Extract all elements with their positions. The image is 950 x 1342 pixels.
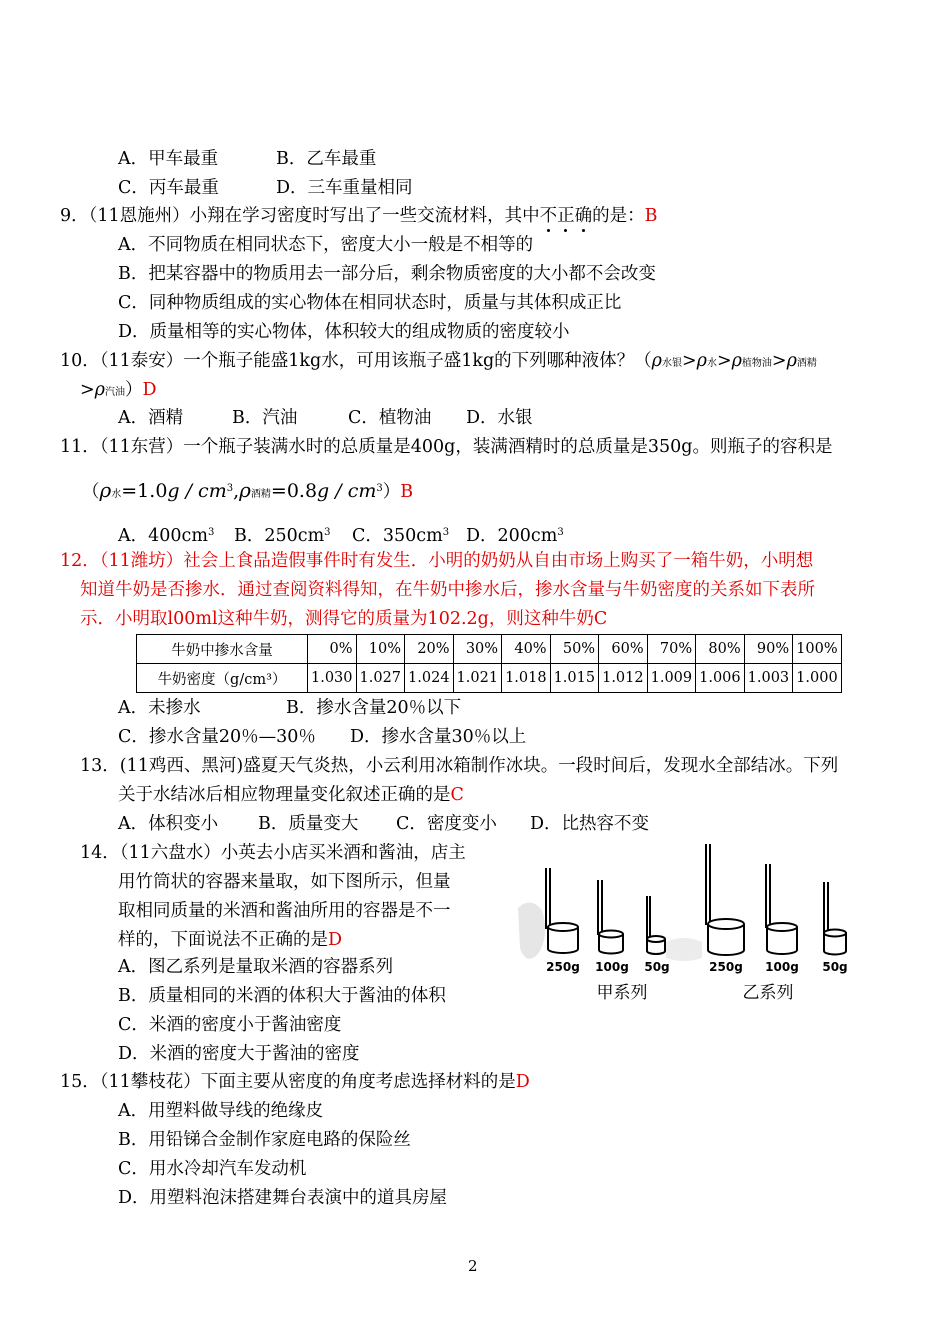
q11-formula	[82, 478, 413, 506]
jia-label-250g: 250g	[546, 960, 580, 974]
background-smudge	[518, 902, 545, 958]
yi-container-250g	[706, 844, 744, 955]
q12-option-d: D．掺水含量30％以上	[350, 727, 527, 747]
subscript-mercury: 水银	[661, 358, 682, 369]
q13-stem-line2	[118, 784, 464, 806]
table-cell: 1.030	[308, 664, 357, 693]
rho-symbol: ρ	[239, 478, 251, 502]
q12-answer: C	[593, 609, 608, 629]
rho-symbol: ρ	[731, 351, 742, 371]
table-cell: 60%	[599, 635, 648, 664]
table-cell: 1.027	[356, 664, 405, 693]
q14-stem-text: 样的，下面说法不正确的是	[118, 930, 328, 950]
q9-stem	[60, 205, 658, 227]
q9-emphasis-char: 确	[574, 206, 593, 226]
q9-option-b: B．把某容器中的物质用去一部分后，剩余物质密度的大小都不会改变	[118, 264, 656, 284]
q11-option-a	[118, 522, 214, 547]
rho-symbol: ρ	[786, 351, 797, 371]
q8-option-a: A．甲车最重	[118, 149, 219, 169]
jia-container-250g	[546, 868, 578, 953]
q13-option-d: D．比热容不变	[530, 814, 650, 834]
jia-container-100g	[598, 880, 623, 954]
q12-stem-line3	[80, 608, 607, 630]
table-cell: 30%	[453, 635, 502, 664]
q10-option-a: A．酒精	[118, 408, 184, 428]
yi-series-title: 乙系列	[742, 983, 794, 1003]
q13-option-c: C．密度变小	[396, 814, 497, 834]
table-cell: 1.024	[405, 664, 454, 693]
milk-density-table	[136, 634, 842, 693]
q9-emphasis-char: 不	[539, 206, 558, 226]
q14-stem-line1: 14．（11六盘水）小英去小店买米酒和酱油，店主	[80, 843, 466, 863]
subscript-alcohol: 酒精	[250, 489, 271, 500]
exponent: 3	[376, 483, 383, 494]
q15-stem-text: 15．（11攀枝花）下面主要从密度的角度考虑选择材料的是	[60, 1072, 516, 1092]
q11-option-c-text: C．350cm	[352, 526, 443, 546]
exponent: 3	[557, 527, 564, 538]
jia-series-title: 甲系列	[596, 983, 648, 1003]
q13-stem-text: 关于水结冰后相应物理量变化叙述正确的是	[118, 785, 451, 805]
q11-option-d	[466, 522, 564, 547]
q11-option-c	[352, 522, 449, 547]
q9-option-d: D．质量相等的实心物体，体积较大的组成物质的密度较小	[118, 322, 570, 342]
subscript-water: 水	[706, 358, 717, 369]
q12-option-c: C．掺水含量20％—30％	[118, 727, 316, 747]
q9-answer: B	[644, 206, 658, 226]
table-row	[137, 664, 842, 693]
table-cell: 0%	[308, 635, 357, 664]
table-cell: 1.012	[599, 664, 648, 693]
gt-sign: >	[771, 351, 787, 371]
q9-stem-text: 9．（11恩施州）小翔在学习密度时写出了一些交流材料，其中	[60, 206, 540, 226]
q9-option-c: C．同种物质组成的实心物体在相同状态时，质量与其体积成正比	[118, 293, 622, 313]
yi-label-100g: 100g	[765, 960, 799, 974]
q10-stem	[60, 350, 817, 375]
q11-stem: 11．（11东营）一个瓶子装满水时的总质量是400g，装满酒精时的总质量是350g。则瓶子的容积是	[60, 437, 833, 457]
q14-answer: D	[328, 930, 343, 950]
unit: g / cm	[167, 480, 227, 502]
gt-sign: >	[80, 380, 95, 400]
table-cell: 1.006	[696, 664, 745, 693]
q14-option-c: C．米酒的密度小于酱油密度	[118, 1015, 342, 1035]
q9-option-a: A．不同物质在相同状态下，密度大小一般是不相等的	[118, 235, 534, 255]
jia-label-50g: 50g	[644, 960, 670, 974]
q11-answer: B	[400, 482, 414, 502]
table-cell: 40%	[502, 635, 551, 664]
gt-sign: >	[716, 351, 732, 371]
q11-option-b	[234, 522, 331, 547]
q8-option-c: C．丙车最重	[118, 178, 219, 198]
table-cell: 70%	[647, 635, 696, 664]
q11-option-d-text: D．200cm	[466, 526, 558, 546]
yi-container-50g	[824, 882, 846, 955]
table-cell: 1.003	[744, 664, 793, 693]
comma: ,	[233, 480, 240, 502]
rho-symbol: ρ	[696, 351, 707, 371]
table-row	[137, 635, 842, 664]
q13-option-a: A．体积变小	[118, 814, 219, 834]
table-cell: 90%	[744, 635, 793, 664]
jia-container-50g	[647, 896, 665, 954]
table-cell: 1.021	[453, 664, 502, 693]
jia-label-100g: 100g	[595, 960, 629, 974]
q15-answer: D	[515, 1072, 530, 1092]
q10-stem-cont	[80, 379, 157, 404]
q12-option-b: B．掺水含量20％以下	[286, 698, 462, 718]
page-number: 2	[468, 1257, 478, 1275]
table-cell: 1.015	[550, 664, 599, 693]
q9-stem-end: 的是：	[592, 206, 645, 226]
open-paren: （	[82, 482, 100, 502]
q11-option-a-text: A．400cm	[118, 526, 208, 546]
q12-stem-line2: 知道牛奶是否掺水．通过查阅资料得知，在牛奶中掺水后，掺水含量与牛奶密度的关系如下表所	[80, 580, 815, 600]
unit: g / cm	[317, 480, 377, 502]
q10-answer: D	[142, 380, 157, 400]
q15-option-d: D．用塑料泡沫搭建舞台表演中的道具房屋	[118, 1188, 448, 1208]
q14-stem-line3: 取相同质量的米酒和酱油所用的容器是不一	[118, 901, 451, 921]
exponent: 3	[226, 483, 234, 494]
q8-option-d: D．三车重量相同	[276, 178, 413, 198]
table-cell: 1.018	[502, 664, 551, 693]
table-cell: 100%	[793, 635, 842, 664]
q14-stem-line2: 用竹筒状的容器来量取，如下图所示，但量	[118, 872, 451, 892]
table-cell: 80%	[696, 635, 745, 664]
q12-stem-line1: 12．（11潍坊）社会上食品造假事件时有发生．小明的奶奶从自由市场上购买了一箱牛奶，小明想	[60, 551, 814, 571]
subscript-alcohol: 酒精	[796, 358, 817, 369]
subscript-petrol: 汽油	[104, 387, 125, 398]
table-cell: 50%	[550, 635, 599, 664]
subscript-water: 水	[111, 489, 122, 500]
q15-stem	[60, 1071, 530, 1093]
q14-option-d: D．米酒的密度大于酱油的密度	[118, 1044, 360, 1064]
q10-stem-text: 10．（11泰安）一个瓶子能盛1kg水，可用该瓶子盛1kg的下列哪种液体？（	[60, 351, 652, 371]
q13-answer: C	[450, 785, 464, 805]
subscript-veg-oil: 植物油	[741, 358, 772, 369]
q13-option-b: B．质量变大	[258, 814, 359, 834]
q15-option-c: C．用水冷却汽车发动机	[118, 1159, 307, 1179]
exponent: 3	[324, 527, 331, 538]
yi-label-50g: 50g	[822, 960, 848, 974]
q14-stem-line4	[118, 929, 342, 951]
q12-option-a: A．未掺水	[118, 698, 201, 718]
close-paren: ）	[124, 380, 143, 400]
q15-option-a: A．用塑料做导线的绝缘皮	[118, 1101, 324, 1121]
q15-option-b: B．用铅锑合金制作家庭电路的保险丝	[118, 1130, 411, 1150]
q14-option-a: A．图乙系列是量取米酒的容器系列	[118, 957, 394, 977]
yi-container-100g	[766, 864, 797, 954]
exponent: 3	[207, 527, 215, 538]
table-cell: 20%	[405, 635, 454, 664]
q8-option-b: B．乙车最重	[276, 149, 377, 169]
q9-emphasis-char: 正	[557, 206, 575, 226]
table-header-density: 牛奶密度（g/cm³）	[137, 664, 308, 693]
exponent: 3	[442, 527, 450, 538]
q10-option-c: C．植物油	[348, 408, 432, 428]
table-cell: 10%	[356, 635, 405, 664]
background-smudge	[666, 938, 702, 961]
value-water: =1.0	[121, 480, 168, 502]
q10-option-b: B．汽油	[232, 408, 298, 428]
table-cell: 1.009	[647, 664, 696, 693]
q12-stem-text: 示．小明取l00ml这种牛奶，测得它的质量为102.2g，则这种牛奶	[80, 609, 594, 629]
table-header-water-content: 牛奶中掺水含量	[137, 635, 308, 664]
q10-option-d: D．水银	[466, 408, 533, 428]
value-alcohol: =0.8	[270, 480, 318, 502]
q14-option-b: B．质量相同的米酒的体积大于酱油的体积	[118, 986, 446, 1006]
close-paren: ）	[382, 482, 401, 502]
gt-sign: >	[681, 351, 697, 371]
bamboo-measure-figure	[516, 838, 856, 1008]
q13-stem-line1: 13．(11鸡西、黑河)盛夏天气炎热，小云利用冰箱制作冰块。一段时间后，发现水全部结冰。下列	[80, 756, 839, 776]
table-cell: 1.000	[793, 664, 842, 693]
yi-label-250g: 250g	[709, 960, 743, 974]
rho-symbol: ρ	[651, 351, 662, 371]
rho-symbol: ρ	[94, 380, 105, 400]
rho-symbol: ρ	[99, 478, 112, 502]
q11-option-b-text: B．250cm	[234, 526, 325, 546]
